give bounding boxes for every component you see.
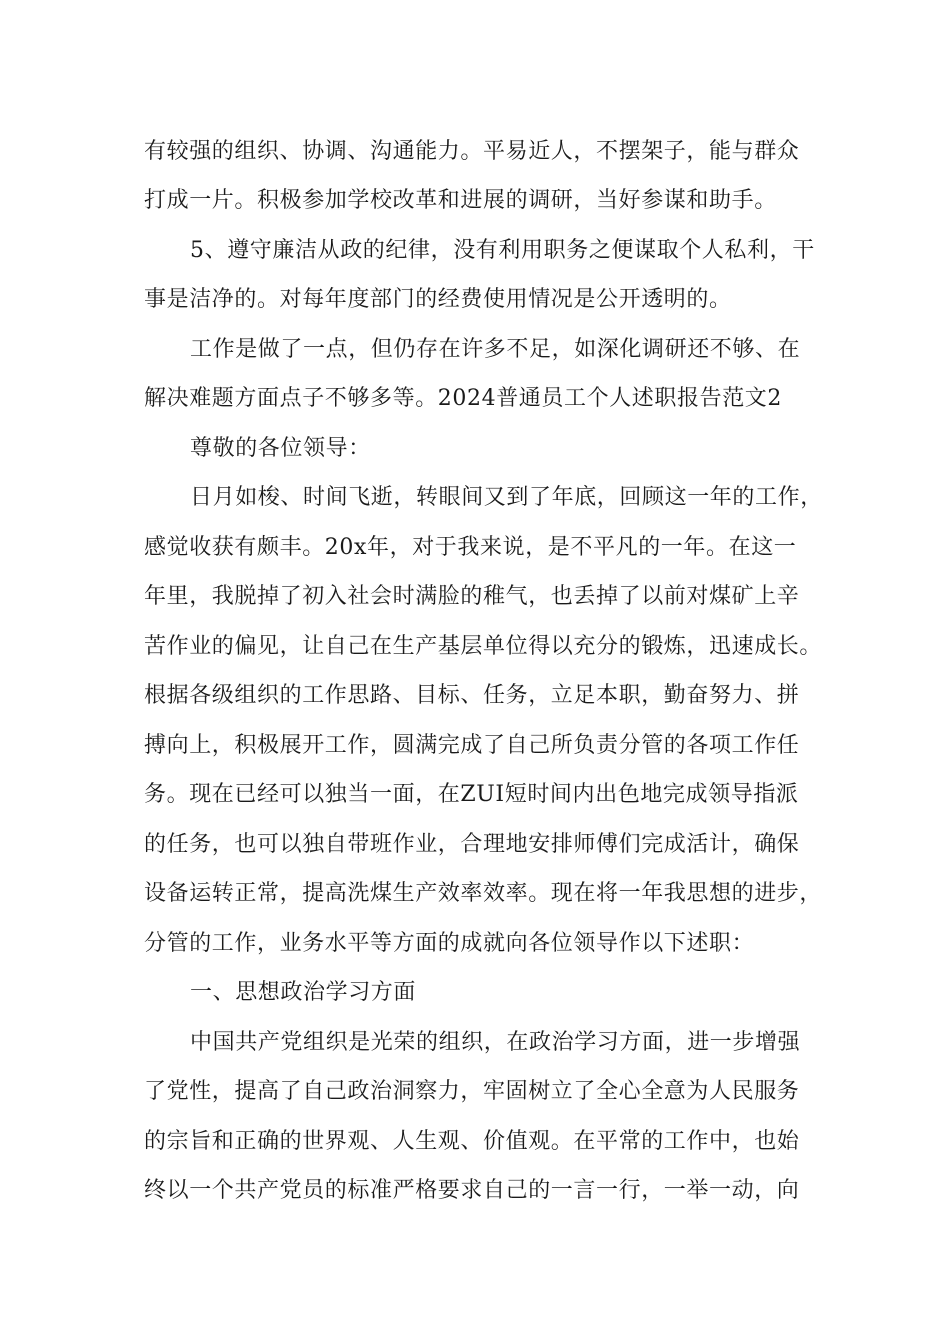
section-heading: 一、思想政治学习方面 [190,980,417,1005]
text-line: 设备运转正常，提高洗煤生产效率效率。现在将一年我思想的进步， [144,881,823,906]
text-line: 中国共产党组织是光荣的组织，在政治学习方面，进一步增强 [190,1030,801,1055]
text-line: 有较强的组织、协调、沟通能力。平易近人，不摆架子，能与群众 [144,139,800,164]
text-line: 事是洁净的。对每年度部门的经费使用情况是公开透明的。 [144,287,732,312]
text-line: 分管的工作，业务水平等方面的成就向各位领导作以下述职： [144,931,755,956]
text-line: 的任务，也可以独自带班作业，合理地安排师傅们完成活计，确保 [144,832,800,857]
text-line: 打成一片。积极参加学校改革和进展的调研，当好参谋和助手。 [144,188,777,213]
text-line: 感觉收获有颇丰。20x年，对于我来说，是不平凡的一年。在这一 [144,535,797,560]
text-line: 的宗旨和正确的世界观、人生观、价值观。在平常的工作中，也始 [144,1129,800,1154]
text-line: 工作是做了一点，但仍存在许多不足，如深化调研还不够、在 [190,337,801,362]
text-line: 解决难题方面点子不够多等。2024普通员工个人述职报告范文2 [144,386,782,411]
text-line: 年里，我脱掉了初入社会时满脸的稚气，也丢掉了以前对煤矿上辛 [144,584,800,609]
text-line: 了党性，提高了自己政治洞察力，牢固树立了全心全意为人民服务 [144,1079,800,1104]
text-line: 日月如梭、时间飞逝，转眼间又到了年底，回顾这一年的工作， [190,485,823,510]
text-line: 根据各级组织的工作思路、目标、任务，立足本职，勤奋努力、拼 [144,683,800,708]
salutation: 尊敬的各位领导： [190,436,371,461]
text-line: 搏向上，积极展开工作，圆满完成了自己所负责分管的各项工作任 [144,733,800,758]
text-line: 5、遵守廉洁从政的纪律，没有利用职务之便谋取个人私利，干 [190,238,815,263]
text-line: 务。现在已经可以独当一面，在ZUI短时间内出色地完成领导指派 [144,782,799,807]
text-line: 终以一个共产党员的标准严格要求自己的一言一行，一举一动，向 [144,1178,800,1203]
text-line: 苦作业的偏见，让自己在生产基层单位得以充分的锻炼，迅速成长。 [144,634,823,659]
